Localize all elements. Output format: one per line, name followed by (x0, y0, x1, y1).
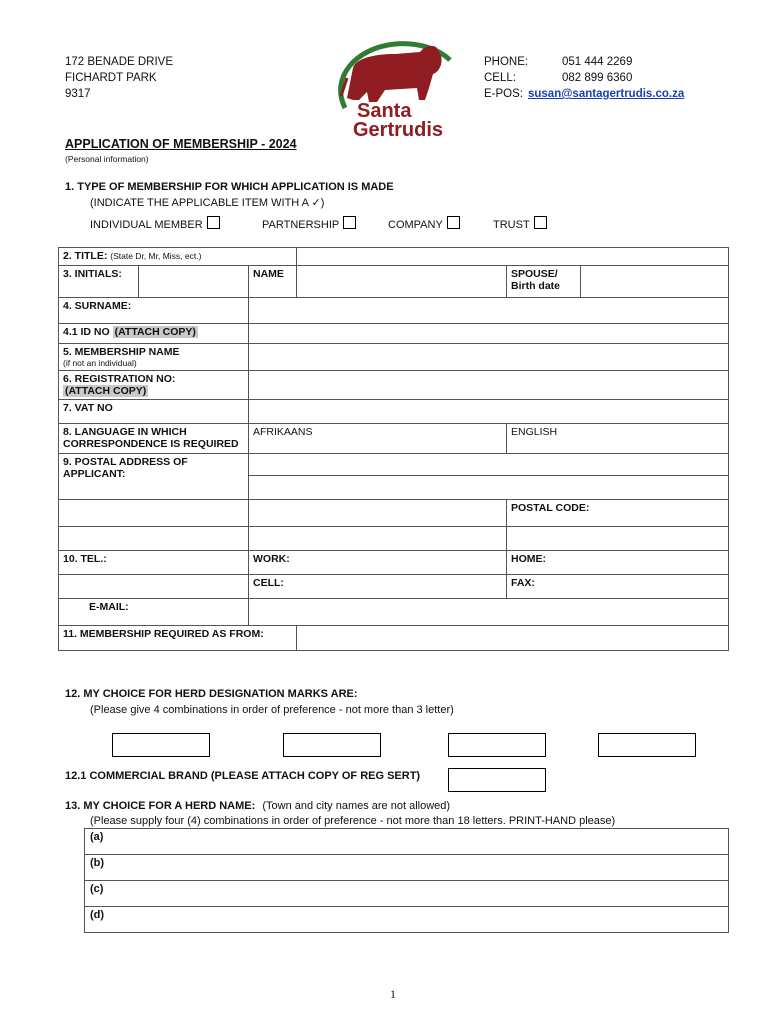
commercial-brand-box[interactable] (448, 768, 546, 792)
postal-address-line-1[interactable] (249, 454, 729, 476)
contact-row (484, 70, 684, 86)
vat-label: 7. VAT NO (59, 400, 249, 424)
initials-field[interactable] (139, 266, 249, 298)
q13-instruction: (Please supply four (4) combinations in order of preference - not more than 18 letters. PRINT-HAND please) (90, 815, 616, 827)
blank-field[interactable] (507, 527, 729, 551)
sender-address (65, 54, 173, 102)
tel-label: 10. TEL.: (59, 551, 249, 575)
personal-info-table (58, 247, 729, 651)
herd-mark-box-4[interactable] (598, 733, 696, 757)
contact-row (484, 86, 684, 102)
name-label: NAME (249, 266, 297, 298)
email-label: E-POS: (484, 88, 523, 100)
herd-mark-box-3[interactable] (448, 733, 546, 757)
option-company[interactable] (388, 216, 460, 231)
q13-heading: 13. MY CHOICE FOR A HERD NAME: (65, 800, 256, 812)
home-phone-field[interactable]: HOME: (507, 551, 729, 575)
afrikaans-option[interactable]: AFRIKAANS (249, 424, 507, 454)
option-partnership[interactable] (262, 216, 356, 231)
attach-copy-note: (ATTACH COPY) (65, 385, 147, 397)
title-hint: (State Dr, Mr, Miss, ect.) (110, 251, 202, 261)
option-trust[interactable] (493, 216, 547, 231)
initials-label: 3. INITIALS: (59, 266, 139, 298)
herd-mark-box-2[interactable] (283, 733, 381, 757)
address-line: FICHARDT PARK (65, 72, 157, 84)
santa-gertrudis-logo (325, 38, 455, 146)
membership-from-field[interactable] (297, 626, 729, 651)
id-label: 4.1 ID NO (63, 326, 110, 338)
registration-field[interactable] (249, 371, 729, 400)
address-line: 172 BENADE DRIVE (65, 56, 174, 68)
herd-name-row-c[interactable]: (c) (85, 881, 729, 907)
logo-text: Gertrudis (353, 119, 444, 141)
spouse-field[interactable] (581, 266, 729, 298)
checkbox[interactable] (343, 216, 356, 229)
id-field[interactable] (249, 324, 729, 344)
checkbox[interactable] (207, 216, 220, 229)
cell-value: 082 899 6360 (562, 72, 633, 84)
phone-label: PHONE: (484, 56, 529, 68)
language-label: 8. LANGUAGE IN WHICH CORRESPONDENCE IS REQUIRED (59, 424, 249, 454)
name-field[interactable] (297, 266, 507, 298)
email-field[interactable] (249, 599, 729, 626)
option-individual[interactable] (90, 216, 220, 231)
registration-label: 6. REGISTRATION NO: (63, 373, 176, 385)
postal-address-line-3[interactable] (249, 500, 507, 527)
q12-heading: 12. MY CHOICE FOR HERD DESIGNATION MARKS ARE: (65, 688, 358, 700)
q12-1-heading: 12.1 COMMERCIAL BRAND (PLEASE ATTACH COPY OF REG SERT) (65, 770, 421, 782)
page-subtitle: (Personal information) (65, 154, 149, 164)
email-label: E-MAIL: (59, 599, 249, 626)
blank-cell (59, 575, 249, 599)
membership-from-label: 11. MEMBERSHIP REQUIRED AS FROM: (59, 626, 297, 651)
address-line: 9317 (65, 88, 91, 100)
id-label-cell (59, 324, 249, 344)
membership-name-hint: (if not an individual) (63, 358, 137, 368)
herd-name-row-d[interactable]: (d) (85, 907, 729, 933)
option-label: COMPANY (388, 219, 443, 231)
postal-code-label[interactable]: POSTAL CODE: (507, 500, 729, 527)
herd-name-table (84, 828, 729, 933)
option-label: PARTNERSHIP (262, 219, 340, 231)
q1-heading: 1. TYPE OF MEMBERSHIP FOR WHICH APPLICATION IS MADE (65, 181, 394, 193)
contact-block (484, 54, 684, 102)
page-number: 1 (390, 987, 396, 1001)
phone-value: 051 444 2269 (562, 56, 633, 68)
herd-name-row-a[interactable]: (a) (85, 829, 729, 855)
work-phone-field[interactable]: WORK: (249, 551, 507, 575)
q1-instruction: (INDICATE THE APPLICABLE ITEM WITH A ✓) (90, 197, 325, 209)
cell-label: CELL: (484, 72, 516, 84)
postal-address-label: 9. POSTAL ADDRESS OF APPLICANT: (59, 454, 249, 500)
option-label: TRUST (493, 219, 530, 231)
q13-note: (Town and city names are not allowed) (262, 800, 451, 812)
surname-label: 4. SURNAME: (59, 298, 249, 324)
blank-cell (59, 527, 249, 551)
vat-field[interactable] (249, 400, 729, 424)
herd-mark-box-1[interactable] (112, 733, 210, 757)
q13-heading-line (65, 800, 450, 812)
attach-copy-note: (ATTACH COPY) (114, 326, 196, 338)
surname-field[interactable] (249, 298, 729, 324)
membership-name-field[interactable] (249, 344, 729, 371)
page-title: APPLICATION OF MEMBERSHIP - 2024 (65, 137, 297, 151)
herd-name-row-b[interactable]: (b) (85, 855, 729, 881)
q12-instruction: (Please give 4 combinations in order of preference - not more than 3 letter) (90, 704, 454, 716)
title-field[interactable] (297, 248, 729, 266)
checkbox[interactable] (447, 216, 460, 229)
registration-cell (59, 371, 249, 400)
title-label-cell (59, 248, 297, 266)
contact-row (484, 54, 684, 70)
english-option[interactable]: ENGLISH (507, 424, 729, 454)
membership-name-cell (59, 344, 249, 371)
logo-text: Santa (357, 100, 412, 122)
checkbox[interactable] (534, 216, 547, 229)
spouse-label: SPOUSE/ Birth date (507, 266, 581, 298)
cell-phone-field[interactable]: CELL: (249, 575, 507, 599)
option-label: INDIVIDUAL MEMBER (90, 219, 203, 231)
email-link[interactable]: susan@santagertrudis.co.za (527, 88, 685, 100)
postal-blank (59, 500, 249, 527)
blank-field[interactable] (249, 527, 507, 551)
membership-name-label: 5. MEMBERSHIP NAME (63, 346, 180, 358)
postal-address-line-2[interactable] (249, 476, 729, 500)
title-label: 2. TITLE: (63, 250, 108, 262)
fax-field[interactable]: FAX: (507, 575, 729, 599)
